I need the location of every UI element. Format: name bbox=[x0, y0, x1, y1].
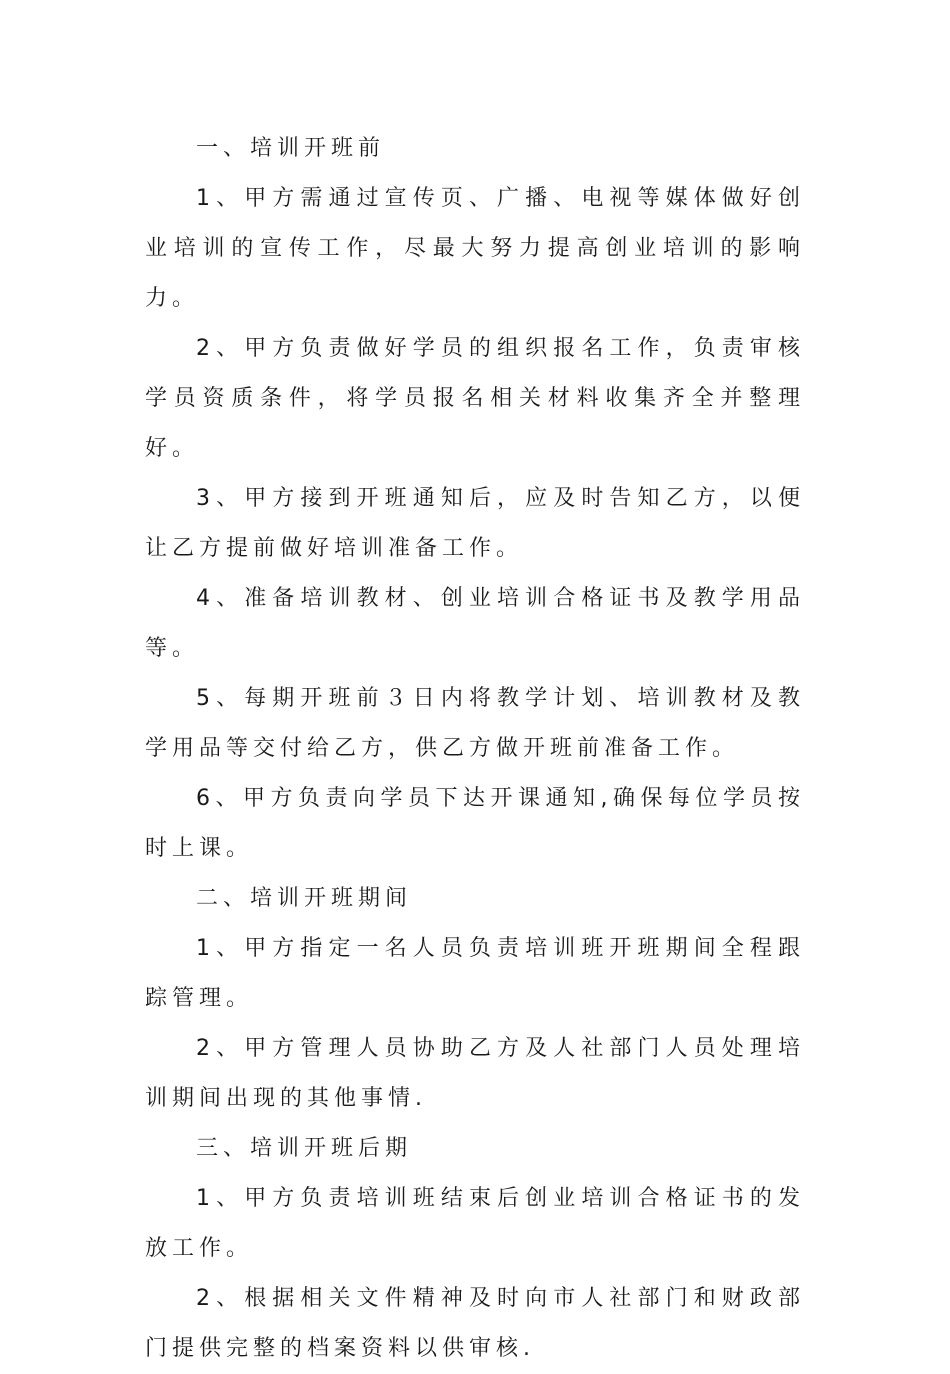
section-heading-2: 二、培训开班期间 bbox=[196, 886, 413, 911]
document-body bbox=[145, 124, 805, 1374]
section-heading-3: 三、培训开班后期 bbox=[196, 1136, 413, 1161]
paragraph-2-2: 2、甲方管理人员协助乙方及人社部门人员处理培训期间出现的其他事情. bbox=[145, 1036, 805, 1111]
paragraph-1-5: 5、每期开班前３日内将教学计划、培训教材及教学用品等交付给乙方，供乙方做开班前准备工作。 bbox=[145, 686, 805, 761]
paragraph-2-1: 1、甲方指定一名人员负责培训班开班期间全程跟踪管理。 bbox=[145, 936, 805, 1011]
paragraph-3-1: 1、甲方负责培训班结束后创业培训合格证书的发放工作。 bbox=[145, 1186, 805, 1261]
paragraph-1-3: 3、甲方接到开班通知后，应及时告知乙方，以便让乙方提前做好培训准备工作。 bbox=[145, 486, 805, 561]
paragraph-1-1: 1、甲方需通过宣传页、广播、电视等媒体做好创业培训的宣传工作，尽最大努力提高创业培训的影响力。 bbox=[145, 186, 805, 311]
paragraph-1-4: 4、准备培训教材、创业培训合格证书及教学用品等。 bbox=[145, 586, 805, 661]
section-heading-1: 一、培训开班前 bbox=[196, 136, 386, 161]
paragraph-1-6: 6、甲方负责向学员下达开课通知,确保每位学员按时上课。 bbox=[145, 786, 805, 861]
paragraph-1-2: 2、甲方负责做好学员的组织报名工作，负责审核学员资质条件，将学员报名相关材料收集齐全并整理好。 bbox=[145, 336, 805, 461]
paragraph-3-2: 2、根据相关文件精神及时向市人社部门和财政部门提供完整的档案资料以供审核. bbox=[145, 1286, 805, 1361]
